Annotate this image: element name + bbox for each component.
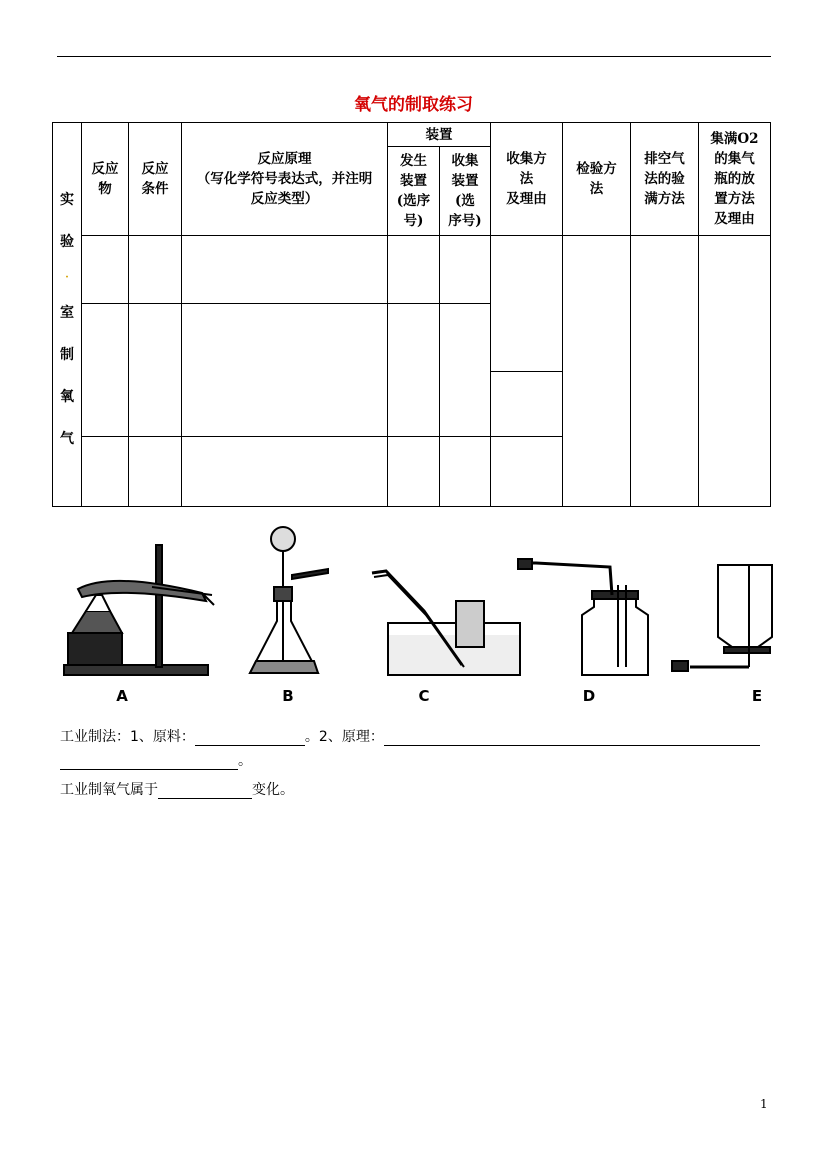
answer-cell — [129, 236, 182, 304]
row-header-vertical — [53, 150, 81, 480]
principle-continuation — [60, 750, 760, 770]
apparatus-b-flask — [250, 527, 328, 673]
collect-method-cell — [491, 236, 563, 437]
figure-label-d: D — [582, 687, 596, 705]
col-placement: 集满O2 的集气 瓶的放 置方法 及理由 — [699, 123, 771, 236]
header-rule — [57, 56, 771, 57]
answer-cell — [182, 437, 388, 507]
col-collection-device: 收集 装置 (选 序号) — [440, 147, 491, 236]
col-reactant: 反应 物 — [82, 123, 129, 236]
col-air-full-test: 排空气 法的验 满方法 — [631, 123, 699, 236]
principle-blank-continued[interactable] — [60, 753, 238, 770]
answer-cell — [563, 236, 631, 507]
principle-blank[interactable] — [384, 729, 760, 746]
page-number: 1 — [760, 1097, 768, 1111]
row-header-char: 制 — [60, 347, 74, 364]
apparatus-d-bottle — [518, 559, 648, 675]
row-header-char: 氧 — [60, 388, 74, 405]
row-header-char: 气 — [60, 430, 74, 447]
answer-cell — [82, 437, 129, 507]
oxygen-prep-table — [52, 122, 771, 507]
answer-cell — [388, 236, 440, 304]
industrial-change-suffix: 变化。 — [252, 782, 294, 798]
col-collect-method: 收集方 法 及理由 — [491, 123, 563, 236]
answer-cell — [440, 437, 491, 507]
answer-cell — [182, 304, 388, 437]
figure-label-e: E — [751, 687, 763, 705]
industrial-principle-label: 。2、原理： — [304, 729, 384, 745]
change-type-blank[interactable] — [158, 782, 252, 799]
figure-label-c: C — [418, 687, 430, 705]
apparatus-a-heating-stand — [64, 545, 214, 675]
raw-material-blank[interactable] — [195, 729, 305, 746]
answer-cell — [129, 437, 182, 507]
answer-cell — [388, 304, 440, 437]
col-test-method: 检验方 法 — [563, 123, 631, 236]
collect-method-upper — [491, 236, 562, 372]
col-generation-device: 发生 装置 (选序 号) — [388, 147, 440, 236]
apparatus-figure — [52, 515, 782, 715]
apparatus-c-water-trough — [372, 571, 520, 675]
page-title: 氧气的制取练习 — [354, 95, 473, 115]
figure-label-b: B — [282, 687, 294, 705]
answer-cell — [388, 437, 440, 507]
row-header-char: 验 — [60, 234, 74, 251]
row-header-char: 室 — [60, 305, 74, 322]
col-apparatus: 装置 — [388, 123, 491, 147]
answer-cell — [182, 236, 388, 304]
apparatus-e-inverted-bottle — [672, 565, 772, 671]
answer-cell — [440, 304, 491, 437]
row-header-char: · — [65, 271, 69, 283]
industrial-end-mark: 。 — [238, 753, 252, 769]
answer-cell — [440, 236, 491, 304]
answer-cell — [82, 304, 129, 437]
answer-cell — [491, 437, 563, 507]
row-header-char: 实 — [60, 192, 74, 209]
industrial-method-line — [60, 726, 760, 770]
industrial-raw-label: 工业制法：1、原料： — [60, 729, 195, 745]
answer-cell — [82, 236, 129, 304]
col-condition: 反应 条件 — [129, 123, 182, 236]
answer-cell — [699, 236, 771, 507]
answer-cell — [129, 304, 182, 437]
industrial-change-line — [60, 779, 294, 799]
answer-cell — [631, 236, 699, 507]
industrial-change-label: 工业制氧气属于 — [60, 782, 158, 798]
col-principle: 反应原理 （写化学符号表达式，并注明 反应类型） — [182, 123, 388, 236]
figure-label-a: A — [116, 687, 128, 705]
row-header-cell — [53, 123, 82, 507]
